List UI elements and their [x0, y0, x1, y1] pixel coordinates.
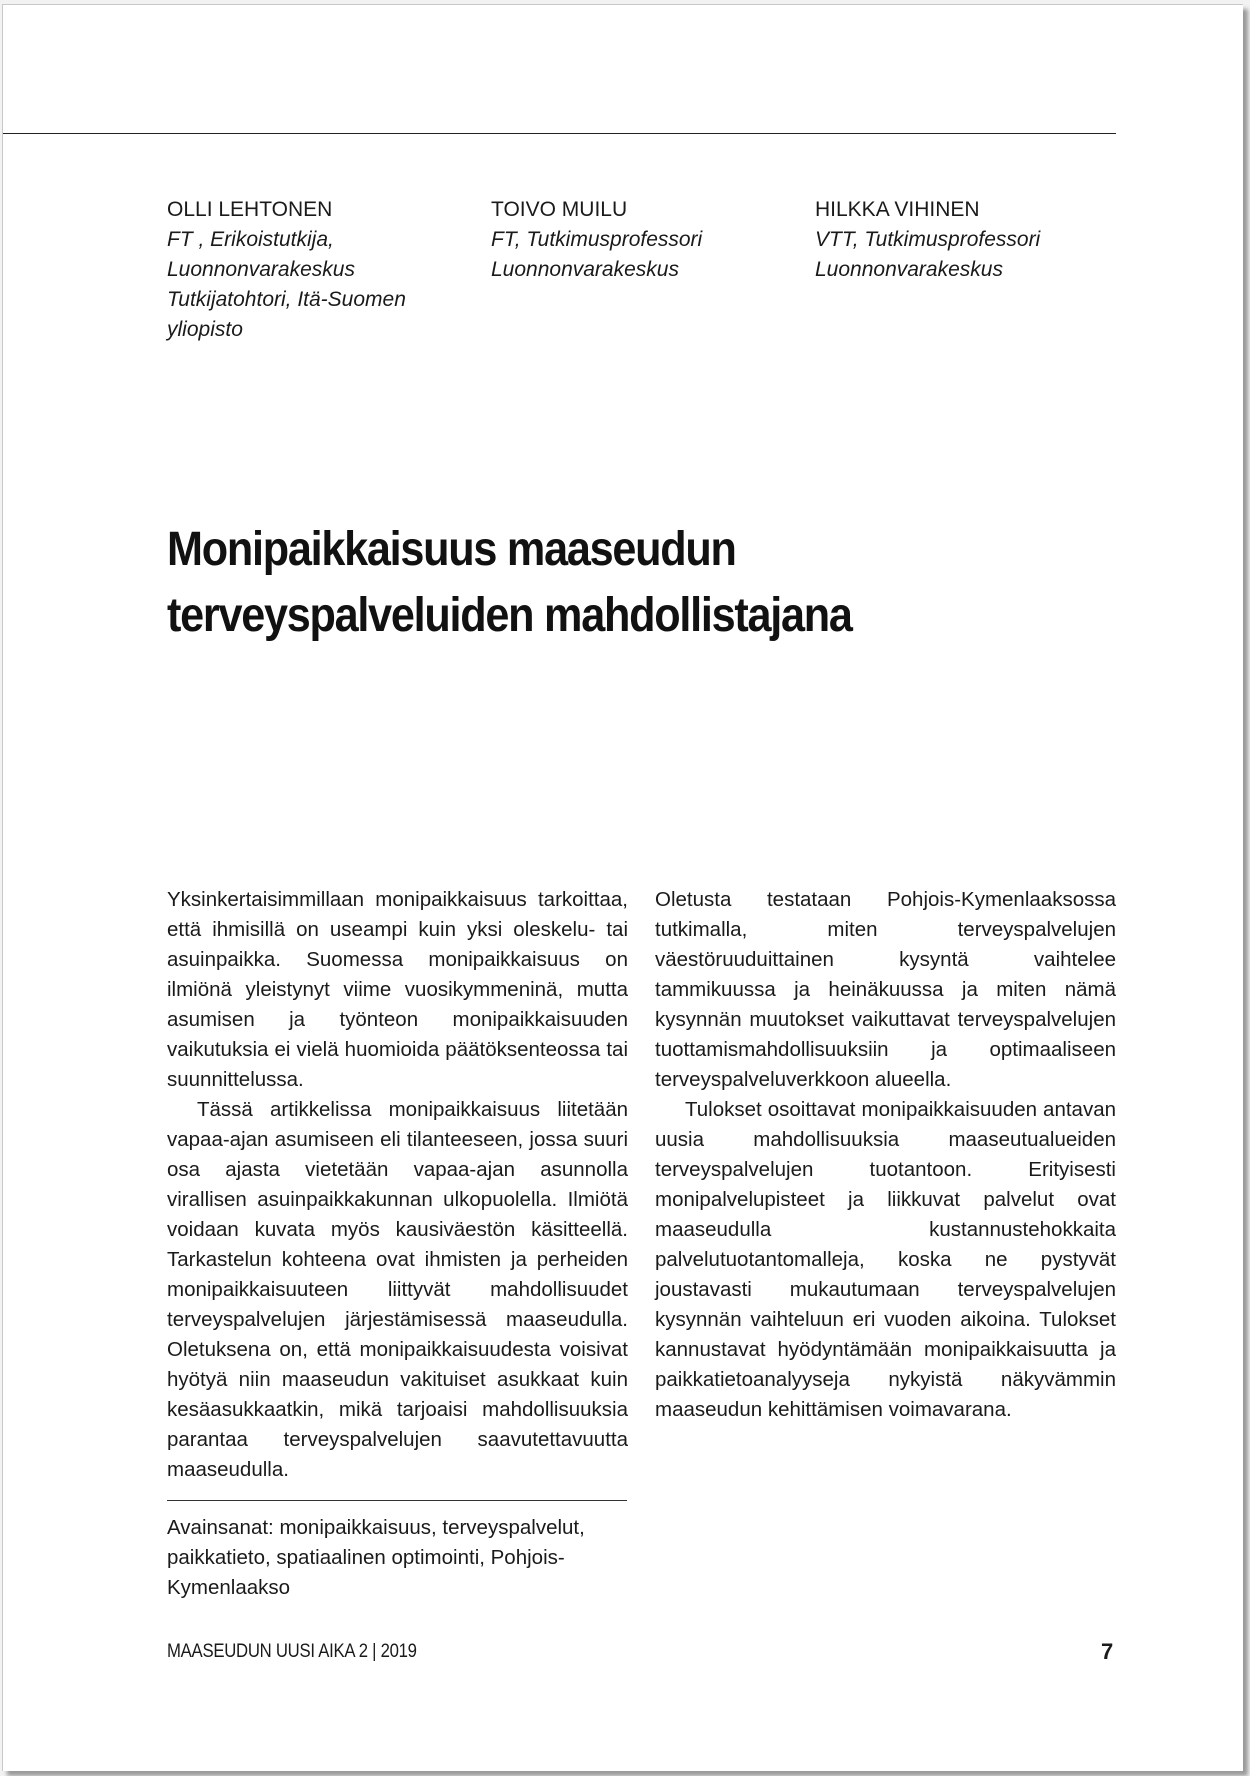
- abstract-paragraph: Oletusta testataan Pohjois-Kymenlaaksossa tutkimalla, miten terveyspalvelujen väestöruuduittainen kysyntä vaihtelee tammikuussa ja heinäkuussa ja miten nämä kysynnän muutokset vaikuttavat terveyspalvelujen tuottamismahdollisuuksiin ja optimaaliseen terveyspalveluverkkoon alueella.: [655, 888, 1116, 1091]
- title-line-1: Monipaikkaisuus maaseudun: [167, 523, 736, 576]
- article-title: [167, 517, 977, 649]
- abstract-paragraph: Tässä artikkelissa monipaikkaisuus liitetään vapaa-ajan asumiseen eli tilanteeseen, jossa suuri osa ajasta vietetään vapaa-ajan asunnolla virallisen asuinpaikkakunnan ulkopuolella. Ilmiötä voidaan kuvata myös kausiväestön käsitteellä. Tarkastelun kohteena ovat ihmisten ja perheiden monipaikkaisuuteen liittyvät mahdollisuudet terveyspalvelujen järjestämisessä maaseudulla. Oletuksena on, että monipaikkaisuudesta voisivat hyötyä niin maaseudun vakituiset asukkaat kuin kesäasukkaatkin, mikä tarjoaisi mahdollisuuksia parantaa terveyspalvelujen saavutettavuutta maaseudulla.: [167, 1098, 628, 1481]
- author-name: TOIVO MUILU: [491, 198, 628, 221]
- author-affiliation: FT , Erikoistutkija, Luonnonvarakeskus Tutkijatohtori, Itä-Suomen yliopisto: [167, 228, 406, 341]
- author-affiliation: FT, Tutkimusprofessori Luonnonvarakeskus: [491, 228, 703, 281]
- author-name: HILKKA VIHINEN: [815, 198, 980, 221]
- page-number: 7: [1101, 1639, 1114, 1664]
- abstract-paragraph: Tulokset osoittavat monipaikkaisuuden antavan uusia mahdollisuuksia maaseutualueiden terveyspalvelujen tuotantoon. Erityisesti monipalvelupisteet ja liikkuvat palvelut ovat maaseudulla kustannustehokkaita palvelutuotantomalleja, koska ne pystyvät joustavasti mukautumaan terveyspalvelujen kysynnän vaihteluun eri vuoden aikoina. Tulokset kannustavat hyödyntämään monipaikkaisuutta ja paikkatietoanalyyseja nykyistä näkyvämmin maaseudun kehittämisen voimavarana.: [655, 1098, 1116, 1421]
- keywords-rule: [167, 1500, 627, 1501]
- abstract-paragraph: Yksinkertaisimmillaan monipaikkaisuus tarkoittaa, että ihmisillä on useampi kuin yksi oleskelu- tai asuinpaikka. Suomessa monipaikkaisuus on ilmiönä yleistynyt viime vuosikymmeninä, mutta asumisen ja työnteon monipaikkaisuuden vaikutuksia ei vielä huomioida päätöksenteossa tai suunnittelussa.: [167, 888, 628, 1091]
- document-page: [2, 4, 1243, 1771]
- abstract-left-column: [167, 885, 628, 1485]
- header-rule: [3, 133, 1116, 134]
- author-affiliation: VTT, Tutkimusprofessori Luonnonvarakeskus: [815, 228, 1041, 281]
- author-block-1: [167, 195, 406, 345]
- title-line-2: terveyspalveluiden mahdollistajana: [167, 589, 852, 642]
- keywords: Avainsanat: monipaikkaisuus, terveyspalvelut, paikkatieto, spatiaalinen optimointi, Pohjois-Kymenlaakso: [167, 1516, 585, 1599]
- author-block-2: [491, 195, 702, 285]
- author-block-3: [815, 195, 1040, 285]
- abstract-right-column: [655, 885, 1116, 1425]
- footer-journal: MAASEUDUN UUSI AIKA 2 | 2019: [167, 1641, 417, 1662]
- author-name: OLLI LEHTONEN: [167, 198, 333, 221]
